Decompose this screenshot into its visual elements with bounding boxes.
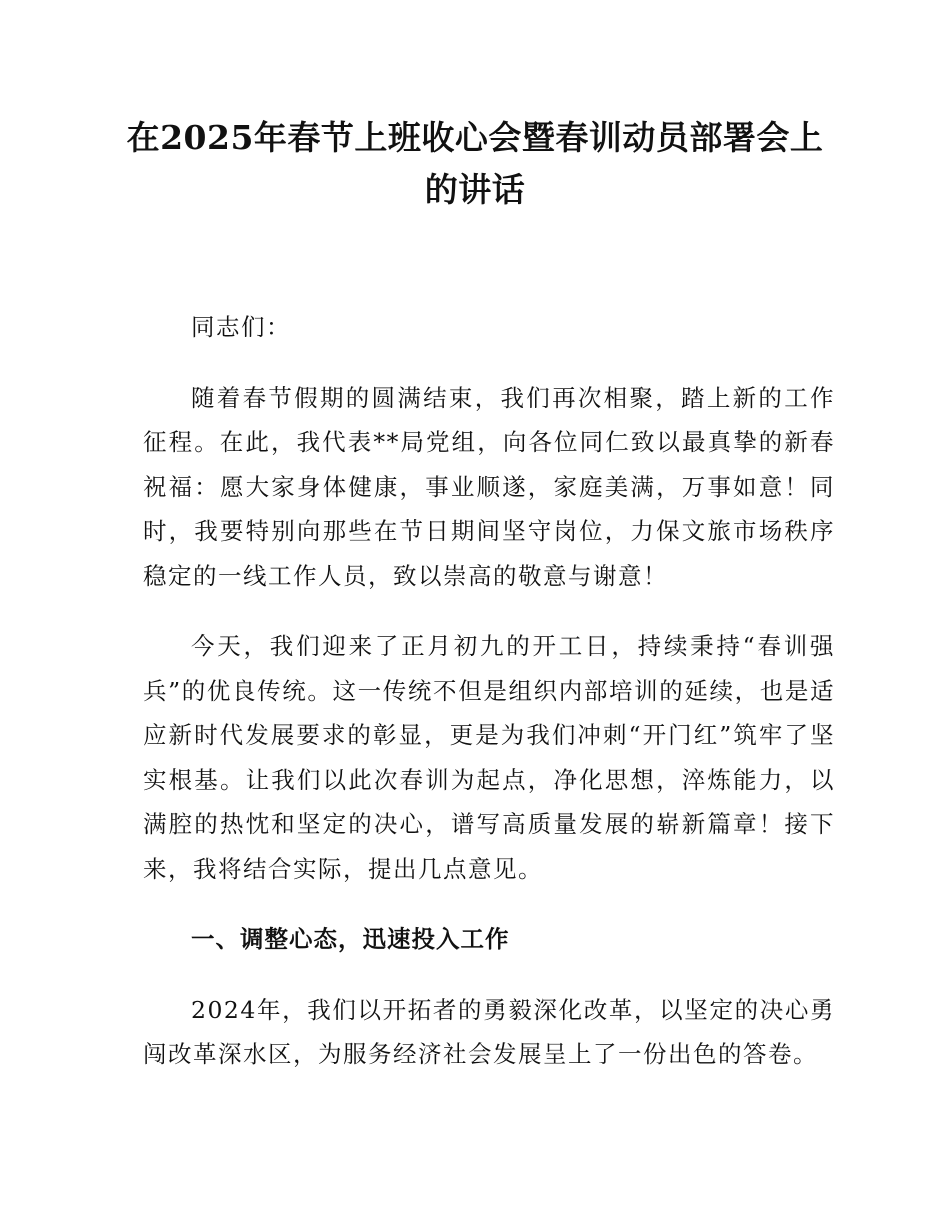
document-title: 在2025年春节上班收心会暨春训动员部署会上的讲话 xyxy=(126,118,824,209)
paragraph-spring-training: 今天，我们迎来了正月初九的开工日，持续秉持“春训强兵”的优良传统。这一传统不但是组织内部培训的延续，也是适应新时代发展要求的彰显，更是为我们冲刺“开门红”筑牢了坚实根基。让我们以此次春训为起点，净化思想，淬炼能力，以满腔的热忱和坚定的决心，谱写高质量发展的崭新篇章！接下来，我将结合实际，提出几点意见。 xyxy=(143,632,835,883)
salutation: 同志们： xyxy=(191,313,291,341)
paragraph-section-one: 2024年，我们以开拓者的勇毅深化改革，以坚定的决心勇闯改革深水区，为服务经济社会发展呈上了一份出色的答卷。 xyxy=(143,995,835,1068)
section-heading: 一、调整心态，迅速投入工作 xyxy=(191,925,510,953)
paragraph-opening: 随着春节假期的圆满结束，我们再次相聚，踏上新的工作征程。在此，我代表**局党组，向各位同仁致以最真挚的新春祝福：愿大家身体健康，事业顺遂，家庭美满，万事如意！同时，我要特别向那些在节日期间坚守岗位，力保文旅市场秩序稳定的一线工作人员，致以崇高的敬意与谢意！ xyxy=(143,383,835,590)
document-body xyxy=(143,305,835,1103)
